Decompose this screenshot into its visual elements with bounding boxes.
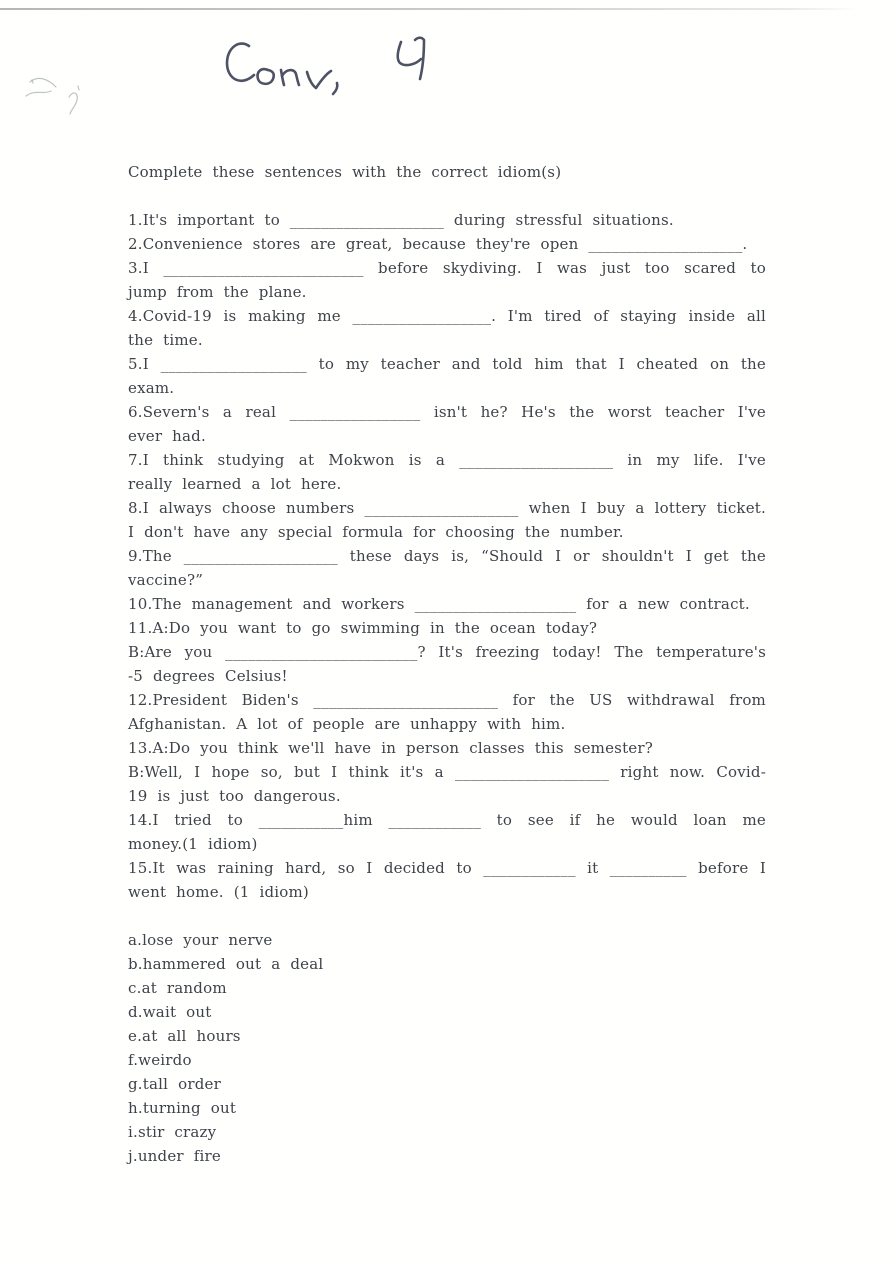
question-11-b-response: B:Are you _________________________? It's freezing today! The temperature's -5 degrees Celsius! xyxy=(128,643,766,685)
question-10: 10.The management and workers _____________________ for a new contract. xyxy=(128,595,750,613)
pencil-scribble xyxy=(22,66,122,118)
question-3: 3.I __________________________ before skydiving. I was just too scared to jump from the plane. xyxy=(128,259,766,301)
question-11-a: 11.A:Do you want to go swimming in the ocean today? xyxy=(128,619,598,637)
instruction-line: Complete these sentences with the correct idiom(s) xyxy=(128,163,562,181)
word-bank-item-f: f.weirdo xyxy=(128,1051,192,1069)
word-bank-item-h: h.turning out xyxy=(128,1099,237,1117)
word-bank-item-a: a.lose your nerve xyxy=(128,931,273,949)
questions-list xyxy=(128,208,766,904)
question-2: 2.Convenience stores are great, because they're open ____________________. xyxy=(128,235,748,253)
handwritten-title-text xyxy=(0,0,1,1)
question-14: 14.I tried to ___________him ____________ to see if he would loan me money.(1 idiom) xyxy=(128,811,766,853)
scan-artifact-top-edge xyxy=(0,8,858,10)
question-15: 15.It was raining hard, so I decided to ____________ it __________ before I went home. (1 idiom) xyxy=(128,859,766,901)
word-bank-item-c: c.at random xyxy=(128,979,227,997)
question-9: 9.The ____________________ these days is, “Should I or shouldn't I get the vaccine?” xyxy=(128,547,766,589)
question-13-a: 13.A:Do you think we'll have in person classes this semester? xyxy=(128,739,653,757)
question-5: 5.I ___________________ to my teacher and told him that I cheated on the exam. xyxy=(128,355,766,397)
handwriting-ink-strokes xyxy=(215,35,445,120)
question-1: 1.It's important to ____________________ during stressful situations. xyxy=(128,211,674,229)
question-4: 4.Covid-19 is making me __________________. I'm tired of staying inside all the time. xyxy=(128,307,766,349)
question-13-b-response: B:Well, I hope so, but I think it's a ____________________ right now. Covid-19 is just too dangerous. xyxy=(128,763,766,805)
word-bank-item-g: g.tall order xyxy=(128,1075,221,1093)
word-bank xyxy=(128,928,766,1168)
word-bank-item-e: e.at all hours xyxy=(128,1027,241,1045)
word-bank-item-i: i.stir crazy xyxy=(128,1123,217,1141)
question-12: 12.President Biden's ________________________ for the US withdrawal from Afghanistan. A lot of people are unhappy with him. xyxy=(128,691,766,733)
question-8: 8.I always choose numbers ____________________ when I buy a lottery ticket. I don't have any special formula for choosing the number. xyxy=(128,499,766,541)
question-7: 7.I think studying at Mokwon is a ____________________ in my life. I've really learned a lot here. xyxy=(128,451,766,493)
word-bank-item-d: d.wait out xyxy=(128,1003,212,1021)
word-bank-item-b: b.hammered out a deal xyxy=(128,955,324,973)
worksheet-body xyxy=(128,160,766,1168)
question-6: 6.Severn's a real _________________ isn't he? He's the worst teacher I've ever had. xyxy=(128,403,766,445)
word-bank-item-j: j.under fire xyxy=(128,1147,221,1165)
